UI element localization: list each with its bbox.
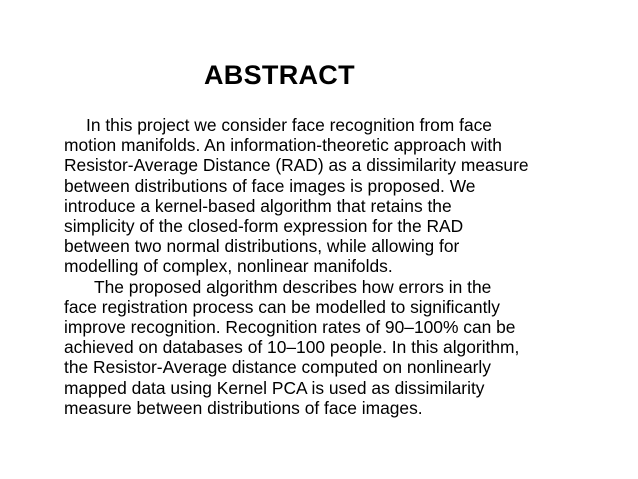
abstract-body xyxy=(64,115,616,418)
slide-title: ABSTRACT xyxy=(204,60,355,90)
paragraph-2 xyxy=(64,277,616,418)
text-line: mapped data using Kernel PCA is used as dissimilarity xyxy=(64,377,485,398)
text-line: introduce a kernel-based algorithm that retains the xyxy=(64,195,452,216)
text-line: face registration process can be modelled to significantly xyxy=(64,296,500,317)
text-line: Resistor-Average Distance (RAD) as a dissimilarity measure xyxy=(64,155,529,176)
text-line: between two normal distributions, while allowing for xyxy=(64,236,460,257)
text-line: the Resistor-Average distance computed on nonlinearly xyxy=(64,357,491,378)
text-line: motion manifolds. An information-theoretic approach with xyxy=(64,135,502,156)
text-line: achieved on databases of 10–100 people. In this algorithm, xyxy=(64,337,520,358)
text-line: In this project we consider face recognition from face xyxy=(86,115,492,135)
paragraph-1 xyxy=(64,115,616,277)
text-line: modelling of complex, nonlinear manifolds. xyxy=(64,256,393,277)
text-line: between distributions of face images is proposed. We xyxy=(64,175,476,196)
text-line: The proposed algorithm describes how errors in the xyxy=(94,276,492,297)
text-line: improve recognition. Recognition rates of 90–100% can be xyxy=(64,317,516,338)
text-line: measure between distributions of face images. xyxy=(64,397,423,418)
text-line: simplicity of the closed-form expression for the RAD xyxy=(64,216,464,237)
